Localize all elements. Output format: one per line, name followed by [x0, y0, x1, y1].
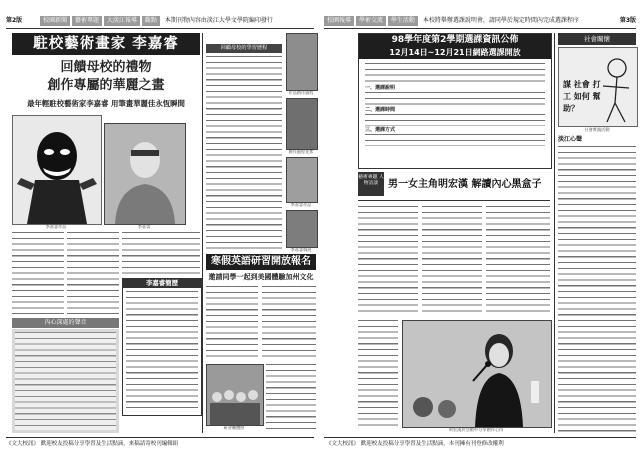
right-page-number: 第3版: [610, 16, 636, 26]
right-footer-rule: [324, 437, 636, 438]
registration-dates: 12月14日~12月21日網路選課開放: [359, 47, 551, 59]
header-note: 本期刊物內容由淡江大學文學院編印發行: [164, 17, 273, 24]
header-tab-2: 藝術專題: [72, 16, 102, 26]
right-header-tab-3: 學生活動: [388, 16, 418, 26]
inner-voice-box: [12, 329, 119, 433]
creation-caption-3: 李嘉睿作品: [290, 202, 312, 207]
registration-title: 98學年度第2學期選課資訊公佈: [359, 34, 551, 47]
center-article-text-2: [206, 236, 282, 250]
feature-text-col3: [486, 206, 550, 314]
banner-title: 駐校藝術畫家 李嘉睿: [12, 33, 200, 55]
profile-box-title: 李嘉睿簡歷: [123, 279, 201, 288]
headline-2: 創作專屬的華麗之畫: [47, 78, 165, 93]
english-text-col3: [266, 364, 316, 432]
artwork-image: [12, 115, 102, 225]
header-tab-1: 校園新聞: [40, 16, 70, 26]
portrait-photo: [104, 123, 186, 225]
creation-photo-2: [286, 98, 318, 150]
header-tab-4: 觀點: [142, 16, 160, 26]
right-page: [320, 0, 640, 473]
left-page-number: 第2版: [6, 17, 23, 24]
registration-step-1-text: [365, 92, 545, 106]
group-people-icon: [207, 365, 263, 425]
english-camp-subtitle: 邀請同學一起到美國體驗加州文化: [208, 273, 314, 281]
feature-text-col4: [358, 320, 398, 428]
creation-photo-3: [286, 157, 318, 203]
header-tab-3: 大淡江報導: [104, 16, 140, 26]
creation-caption-4: 李嘉睿個展: [290, 247, 312, 252]
registration-step-3-text: [365, 134, 545, 146]
speaker-at-microphone-icon: [403, 321, 551, 427]
profile-box: [122, 278, 202, 416]
creation-caption-1: 作品創作過程: [288, 90, 314, 95]
photo1-caption: 李嘉睿作品: [45, 224, 67, 229]
sidebar-text: [558, 146, 636, 432]
feature-photo-caption: 明宏漢於活動中分享創作心得: [448, 427, 504, 432]
header-rule: [6, 28, 314, 29]
painted-figure-icon: [13, 116, 101, 224]
person-icon: [105, 124, 185, 224]
english-text-col1: [206, 286, 258, 360]
headline-1: 回饋母校的禮物: [60, 60, 152, 75]
article-text-col1: [12, 232, 64, 314]
right-column-rule: [554, 33, 555, 433]
sidebar-heading: 回顧母校的學習歷程: [206, 44, 282, 53]
right-header-tab-1: 校園報導: [324, 16, 354, 26]
right-footer: 《文大校訊》 歡迎校友投稿分享學習及生活點滴，本刊擁有刊登修改權利: [326, 441, 504, 447]
article-text-col2: [67, 232, 119, 314]
feature-photo: [402, 320, 552, 428]
right-header-rule: [324, 28, 636, 29]
creation-photo-1: [286, 33, 318, 91]
column-rule-1: [202, 33, 203, 433]
photo2-caption: 李嘉睿: [137, 224, 151, 229]
creation-photo-4: [286, 210, 318, 248]
right-header-note: 本校將舉辦選課說明會，請同學於規定時間內完成選課程序: [422, 17, 579, 24]
right-header-tab-2: 學術交流: [356, 16, 386, 26]
feature-rule: [358, 200, 550, 201]
creation-caption-2: 創作過程花絮: [288, 149, 314, 154]
sidebar-illustration: [558, 47, 638, 127]
sidebar-title: 社會關懷: [558, 33, 636, 45]
footer-rule: [6, 437, 314, 438]
inner-voice-title: 內心深處的聲音: [12, 318, 119, 328]
registration-step-2: 二、選課時間: [365, 107, 396, 113]
registration-step-2-text: [365, 114, 545, 126]
registration-intro: [365, 63, 545, 83]
sidebar-caption: 社會實踐活動: [584, 127, 610, 132]
sidebar-quote: 謀 社會 打工 如何 幫助？: [563, 79, 601, 113]
subhead: 最年輕駐校藝術家李嘉睿 用筆畫華麗佳永恆瞬間: [27, 99, 185, 108]
left-footer: 《文大校訊》 歡迎校友投稿分享學習及生活點滴，來稿請寄校刊編輯組: [6, 441, 179, 447]
english-camp-banner: 寒假英語研習開放報名: [206, 254, 316, 270]
article-text-col3: [122, 232, 200, 274]
center-article-text: [206, 56, 282, 232]
group-photo: [206, 364, 264, 426]
feature-tag: 藝術專題 人物訪談: [358, 172, 384, 196]
registration-step-1: 一、選課說明: [365, 85, 396, 91]
group-photo-caption: 研習團體照: [223, 425, 245, 430]
inner-voice-text: [15, 332, 116, 430]
english-text-col2: [262, 286, 316, 360]
feature-title: 男一女主角明宏漢 解讀內心黑盒子: [388, 179, 542, 190]
profile-box-text: [126, 291, 198, 409]
feature-text-col1: [358, 206, 418, 314]
right-header: [324, 16, 634, 26]
course-registration-box: [358, 33, 552, 169]
registration-step-3: 三、選課方式: [365, 127, 396, 133]
left-header: [6, 16, 314, 26]
sidebar-section-title: 淡江心聲: [558, 136, 583, 143]
feature-text-col2: [422, 206, 482, 314]
